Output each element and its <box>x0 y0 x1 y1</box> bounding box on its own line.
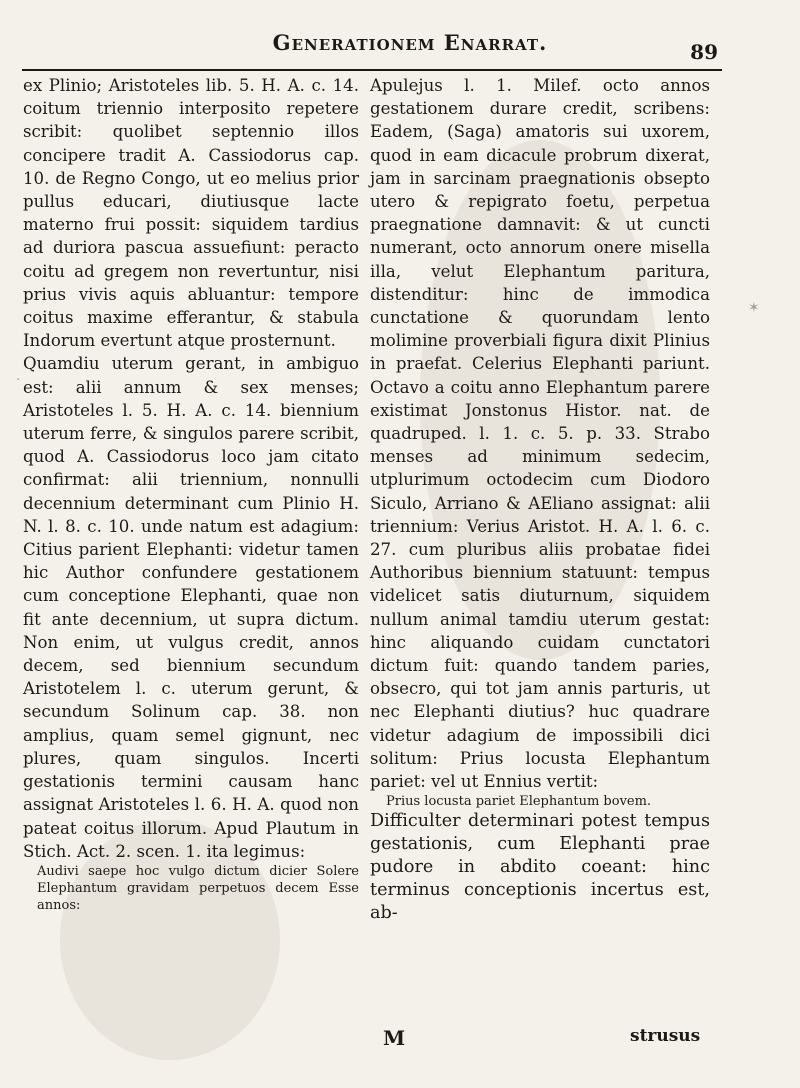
left-paragraph-1: ex Plinio; Aristoteles lib. 5. H. A. c. 14. coitum triennio interposito repetere scribit: quolibet septennio illos concipere tradit A. Cassiodorus cap. 10. de Regno Congo, ut eo melius prior pullus educari, diutiusque lacte materno frui possit: siquidem tardius ad duriora pascua assuefiunt: peracto coitu ad gregem non revertuntur, nisi prius vivis aquis abluantur: tempore coitus maxime efferantur, & stabula Indorum evertunt atque prosternunt. <box>23 76 359 351</box>
catchword: strusus <box>630 1026 701 1046</box>
plautus-quote: Audivi saepe hoc vulgo dictum dicier Solere Elephantum gravidam perpetuos decem Esse annos: <box>37 863 359 913</box>
page-number: 89 <box>690 40 718 64</box>
margin-speck: · <box>16 372 21 388</box>
left-paragraph-2: Quamdiu uterum gerant, in ambiguo est: alii annum & sex menses; Aristoteles l. 5. H. A. c. 14. biennium uterum ferre, & singulos parere scribit, quod A. Cassiodorus loco jam citato confirmat: alii triennium, nonnulli decennium determinant cum Plinio H. N. l. 8. c. 10. unde natum est adagium: Citius parient Elephanti: videtur tamen hic Author confundere gestationem cum conceptione Elephanti, quae non fit ante decennium, ut supra dictum. Non enim, ut vulgus credit, annos decem, sed biennium secundum Aristotelem l. c. uterum gerunt, & secundum Solinum cap. 38. non amplius, quam semel gignunt, nec plures, quam singulos. Incerti gestationis termini causam hanc assignat Aristoteles l. 6. H. A. quod non pateat coitus illorum. Apud Plautum in Stich. Act. 2. scen. 1. ita legimus: <box>23 354 359 861</box>
right-paragraph-1: Apulejus l. 1. Milef. octo annos gestationem durare credit, scribens: Eadem, (Saga) amatoris sui uxorem, quod in eam dicacule probrum dixerat, jam in sarcinam praegnationis obsepto utero & repigrato foetu, perpetua praegnatione damnavit: & ut cuncti numerant, octo annorum onere misella illa, velut Elephantum paritura, distenditur: hinc de immodica cunctatione & quorundam lento molimine proverbiali figura dixit Plinius in praefat. Celerius Elephanti pariunt. Octavo a coitu anno Elephantum parere existimat Jonstonus Histor. nat. de quadruped. l. 1. c. 5. p. 33. Strabo menses ad minimum sedecim, utplurimum octodecim cum Diodoro Siculo, Arriano & AEliano assignat: alii triennium: Verius Aristot. H. A. l. 6. c. 27. cum pluribus aliis probatae fidei Authoribus biennium statuunt: tempus videlicet satis diuturnum, siquidem nullum animal tamdiu uterum gestat: hinc aliquando cuidam cunctatori dictum fuit: quando tandem paries, obsecro, qui tot jam annis parturis, ut nec Elephanti diutius? huc quadrare videtur adagium de impossibili dici solitum: Prius locusta Elephantum pariet: vel ut Ennius vertit: <box>370 76 710 792</box>
right-column <box>370 74 710 925</box>
margin-speck: ✶ <box>748 300 760 316</box>
header-rule <box>22 69 722 71</box>
right-paragraph-2: Difficulter determinari potest tempus gestationis, cum Elephanti prae pudore in abdito coeant: hinc terminus conceptionis incertus est, ab- <box>370 811 710 924</box>
ennius-quote: Prius locusta pariet Elephantum bovem. <box>386 794 652 810</box>
left-column <box>23 74 359 914</box>
signature-mark: M <box>383 1026 406 1050</box>
running-title: Generationem Enarrat. <box>272 30 548 55</box>
